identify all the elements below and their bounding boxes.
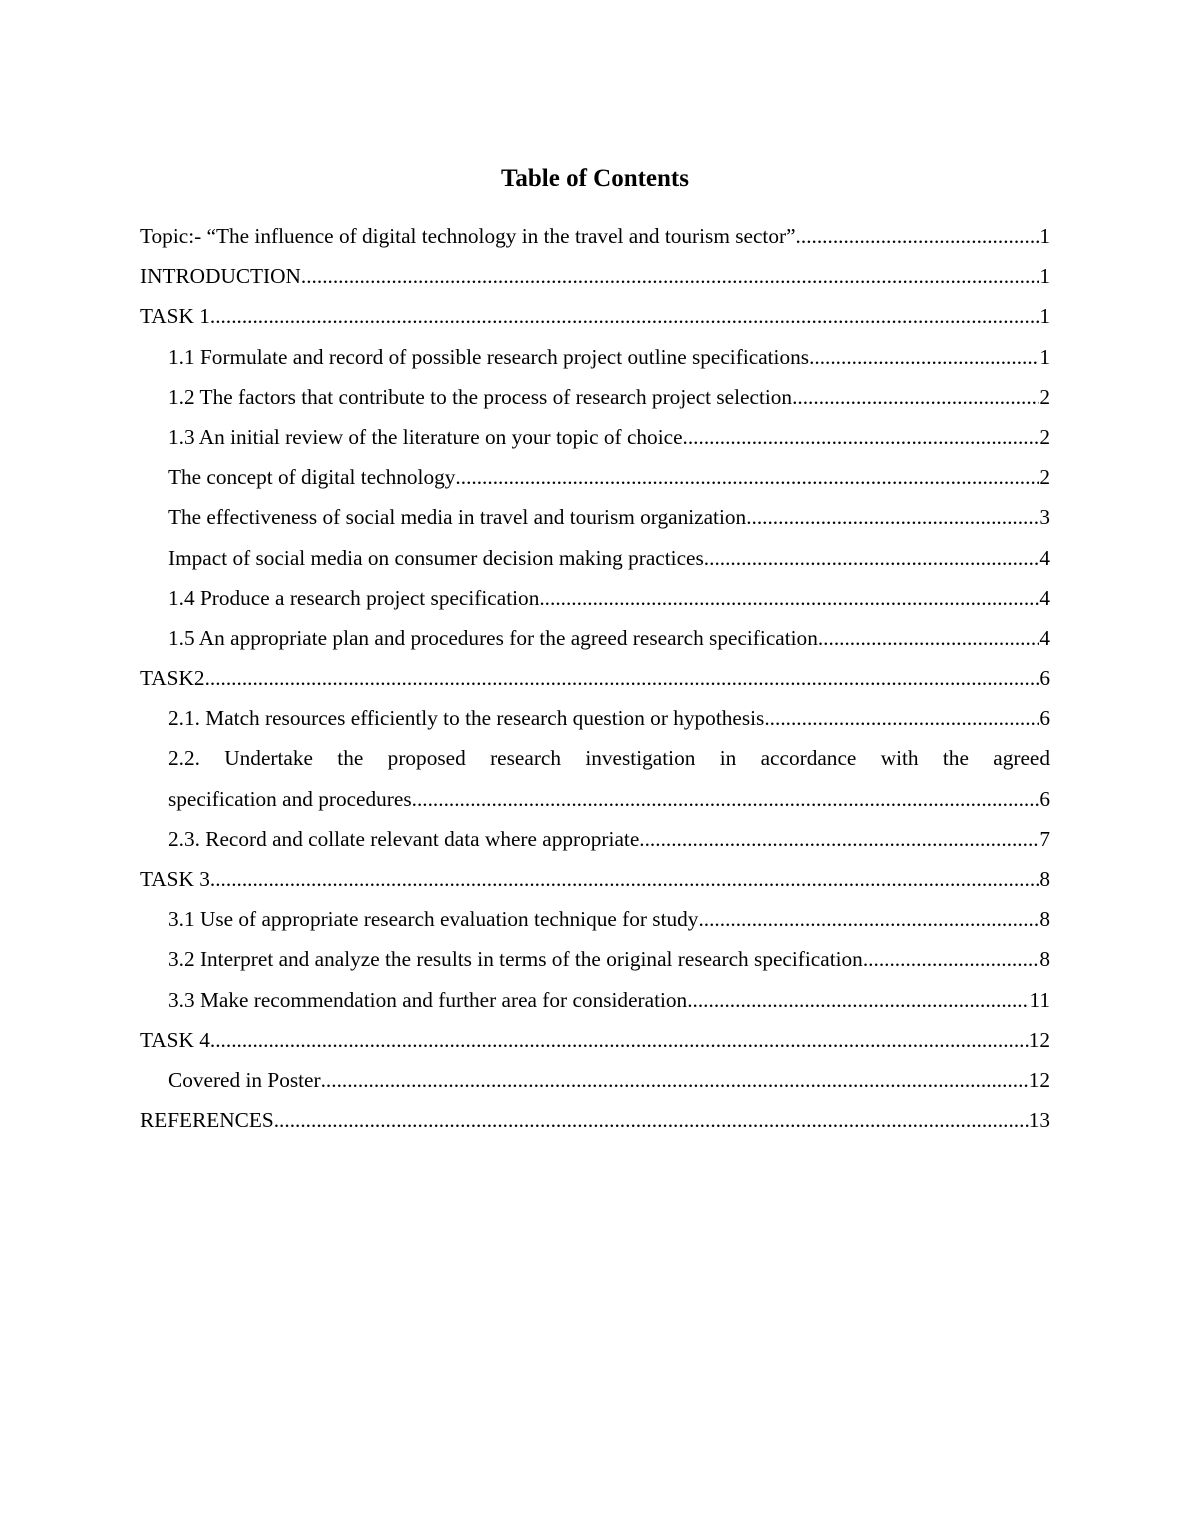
toc-page-number: 8 — [1039, 947, 1050, 972]
toc-page-number: 8 — [1039, 907, 1050, 932]
toc-page-number: 3 — [1039, 505, 1050, 530]
toc-dot-leader — [764, 698, 1039, 738]
toc-entry[interactable] — [140, 939, 1050, 979]
toc-entry-text: REFERENCES — [140, 1108, 274, 1133]
toc-entry[interactable] — [140, 899, 1050, 939]
toc-entry-text: TASK 3 — [140, 867, 210, 891]
toc-page-number: 4 — [1039, 585, 1050, 610]
toc-dot-leader — [301, 256, 1039, 296]
toc-entry[interactable] — [140, 738, 1050, 818]
toc-entry-text: 1.3 An initial review of the literature on your topic of choice — [168, 424, 683, 449]
toc-dot-leader — [683, 417, 1040, 457]
toc-entry-text: Covered in Poster — [168, 1067, 321, 1092]
toc-dot-leader — [412, 779, 1040, 819]
toc-dot-leader — [210, 1020, 1029, 1060]
toc-dot-leader — [687, 980, 1029, 1020]
toc-page-number: 2 — [1039, 384, 1050, 409]
toc-page-number: 1 — [1039, 224, 1050, 248]
toc-entry[interactable] — [140, 296, 1050, 336]
toc-entry-text: 3.3 Make recommendation and further area for consideration — [168, 987, 688, 1012]
toc-dot-leader — [274, 1100, 1029, 1140]
toc-page-number: 2 — [1039, 465, 1050, 490]
toc-entry-text: TASK 4 — [140, 1027, 210, 1052]
toc-entry[interactable] — [140, 417, 1050, 457]
toc-page-number: 7 — [1039, 826, 1050, 851]
toc-entry-text: TASK2 — [140, 666, 205, 691]
toc-page-number: 6 — [1039, 706, 1050, 731]
toc-entry[interactable] — [140, 497, 1050, 537]
toc-entry[interactable] — [140, 457, 1050, 497]
toc-dot-leader — [639, 819, 1039, 859]
toc-entry-text: 2.3. Record and collate relevant data where appropriate — [168, 826, 640, 851]
toc-entry[interactable] — [140, 216, 1050, 256]
toc-page-number: 1 — [1039, 304, 1050, 329]
toc-dot-leader — [818, 618, 1039, 658]
toc-entry-text: 2.2. Undertake the proposed research investigation in accordance with the agreed — [168, 746, 1050, 771]
toc-entry[interactable] — [140, 337, 1050, 377]
toc-page-number: 6 — [1039, 786, 1050, 811]
toc-entry[interactable] — [140, 859, 1050, 899]
toc-entry[interactable] — [140, 256, 1050, 296]
toc-dot-leader — [704, 538, 1040, 578]
toc-entry[interactable] — [140, 1060, 1050, 1100]
toc-dot-leader — [863, 939, 1040, 979]
toc-entry-text-continued: specification and procedures — [168, 786, 412, 811]
toc-dot-leader — [321, 1060, 1029, 1100]
toc-title: Table of Contents — [501, 165, 689, 192]
toc-entry-text: The effectiveness of social media in travel and tourism organization — [168, 505, 747, 530]
toc-page-number: 6 — [1039, 666, 1050, 691]
toc-entry[interactable] — [140, 819, 1050, 859]
toc-dot-leader — [455, 457, 1039, 497]
toc-page-number: 11 — [1029, 987, 1050, 1012]
toc-entry-text: 1.2 The factors that contribute to the process of research project selection — [168, 384, 793, 409]
toc-page-number: 4 — [1039, 625, 1050, 650]
toc-entry-text: TASK 1 — [140, 304, 210, 329]
toc-dot-leader — [796, 216, 1040, 256]
toc-page-number: 4 — [1039, 545, 1050, 570]
toc-page-number: 12 — [1028, 1027, 1050, 1052]
toc-dot-leader — [539, 578, 1039, 618]
toc-dot-leader — [698, 899, 1039, 939]
toc-entry-text: 2.1. Match resources efficiently to the research question or hypothesis — [168, 706, 765, 731]
toc-dot-leader — [210, 296, 1039, 336]
toc-entry-text: The concept of digital technology — [168, 465, 456, 490]
toc-page-number: 1 — [1039, 344, 1050, 369]
toc-dot-leader — [792, 377, 1039, 417]
toc-list — [140, 216, 1050, 1140]
toc-entry[interactable] — [140, 658, 1050, 698]
toc-entry-text: Topic:- “The influence of digital technology in the travel and tourism sector” — [140, 224, 796, 248]
toc-entry[interactable] — [140, 1020, 1050, 1060]
toc-entry-text: 1.1 Formulate and record of possible research project outline specifications — [168, 344, 810, 369]
toc-page-number: 12 — [1028, 1067, 1050, 1092]
toc-entry[interactable] — [140, 578, 1050, 618]
toc-page-number: 1 — [1039, 264, 1050, 289]
toc-entry-text: INTRODUCTION — [140, 264, 301, 289]
toc-entry-text: Impact of social media on consumer decision making practices — [168, 545, 704, 570]
toc-page-number: 8 — [1039, 867, 1050, 891]
toc-page-number: 13 — [1028, 1108, 1050, 1133]
toc-dot-leader — [205, 658, 1040, 698]
toc-dot-leader — [809, 337, 1039, 377]
toc-entry[interactable] — [140, 618, 1050, 658]
toc-entry[interactable] — [140, 698, 1050, 738]
toc-entry[interactable] — [140, 1100, 1050, 1140]
toc-entry[interactable] — [140, 538, 1050, 578]
toc-entry-text: 3.2 Interpret and analyze the results in terms of the original research specification — [168, 947, 863, 972]
toc-dot-leader — [210, 859, 1039, 899]
toc-entry[interactable] — [140, 377, 1050, 417]
toc-dot-leader — [746, 497, 1039, 537]
toc-entry-text: 1.5 An appropriate plan and procedures for the agreed research specification — [168, 625, 818, 650]
toc-entry-text: 3.1 Use of appropriate research evaluation technique for study — [168, 907, 699, 932]
toc-page-number: 2 — [1039, 424, 1050, 449]
toc-entry-text: 1.4 Produce a research project specification — [168, 585, 540, 610]
toc-entry[interactable] — [140, 980, 1050, 1020]
toc-entry-line — [168, 779, 1050, 819]
